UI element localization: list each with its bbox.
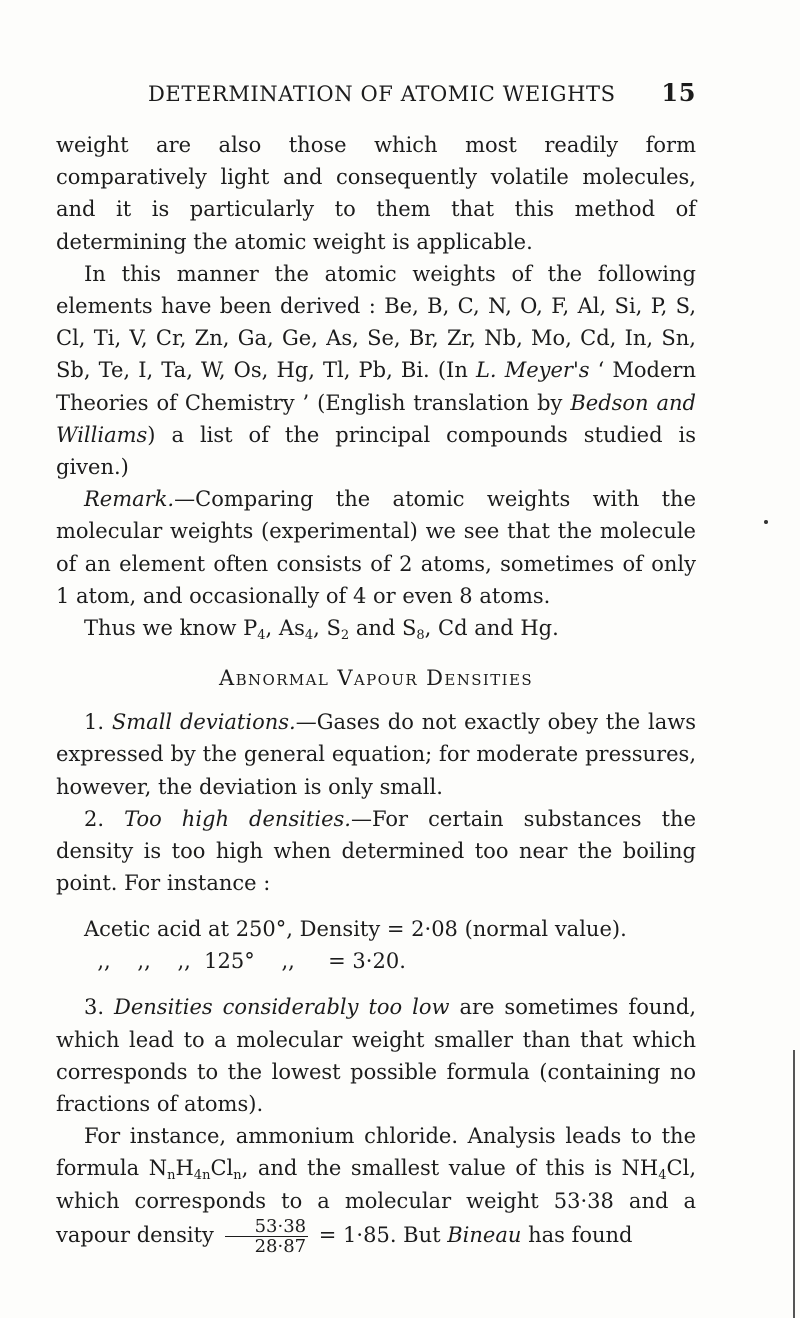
running-header xyxy=(148,78,696,107)
paragraph-examples: Thus we know $P_4$, $As_4$, $S_2$ and $S_8$, Cd and Hg. xyxy=(84,616,559,644)
page-edge-line xyxy=(793,1050,795,1318)
density-formula xyxy=(84,913,696,977)
paragraph-continuation: weight are also those which most readily form comparatively light and consequently volatile molecules, and it is particularly to them that this method of determining the atomic weight is applicable. xyxy=(56,133,696,254)
author-name: L. Meyer's xyxy=(475,358,590,383)
list-item-1: 1. Small deviations.—Gases do not exactly obey the laws expressed by the general equation; for moderate pressures, however, the deviation is only small. xyxy=(56,710,696,799)
page-number: 15 xyxy=(661,78,696,107)
section-heading: Abnormal Vapour Densities xyxy=(219,666,533,691)
formula-line-2: ,, ,, ,, 125° ,, = 3·20. xyxy=(84,949,406,974)
formula-line-1: Acetic acid at 250°, Density = 2·08 (normal value). xyxy=(84,917,627,942)
margin-speck xyxy=(764,520,768,524)
vapour-density-fraction: $\frac{53\cdot 38}{28\cdot 87}$ xyxy=(225,1217,309,1256)
translators: Bedson and Williams xyxy=(56,390,696,447)
running-title: DETERMINATION OF ATOMIC WEIGHTS xyxy=(148,82,616,106)
remark-label: Remark. xyxy=(84,487,175,512)
page xyxy=(56,78,696,1256)
bineau-name: Bineau xyxy=(447,1222,522,1247)
list-item-3: 3. Densities considerably too low are sometimes found, which lead to a molecular weight smaller than that which corresponds to the lowest possible formula (containing no fractions of atoms). xyxy=(56,995,696,1117)
item-title: Small deviations. xyxy=(111,710,296,735)
paragraph-ammonium: For instance, ammonium chloride. Analysis leads to the formula $N_nH_{4n}Cl_n$, and the smallest value of this is $NH_4Cl$, which corresponds to a molecular weight 53·38 and a vapour density $\frac{53\cdot 38}{28\cdot 87}$ = 1·85. But Bineau has found xyxy=(56,1124,696,1257)
paragraph-remark: Remark.—Comparing the atomic weights with the molecular weights (experimental) we see that the molecule of an element often consists of 2 atoms, sometimes of only 1 atom, and occasionally of 4 or even 8 atoms. xyxy=(56,487,696,608)
item-title: Densities considerably too low xyxy=(114,995,450,1020)
item-title: Too high densities. xyxy=(124,806,351,831)
list-item-2: 2. Too high densities.—For certain substances the density is too high when determined too near the boiling point. For instance : xyxy=(56,806,697,896)
paragraph-elements: In this manner the atomic weights of the following elements have been derived : Be, B, C, N, O, F, Al, Si, P, S, Cl, Ti, V, Cr, Zn, Ga, Ge, As, Se, Br, Zr, Nb, Mo, Cd, In, Sn, Sb, Te, I, Ta, W, Os, Hg, Tl, Pb, Bi. (In L. Meyer's ‘ Modern Theories of Chemistry ’ (English translation by Bedson and Williams) a list of the principal compounds studied is given.) xyxy=(56,261,696,480)
